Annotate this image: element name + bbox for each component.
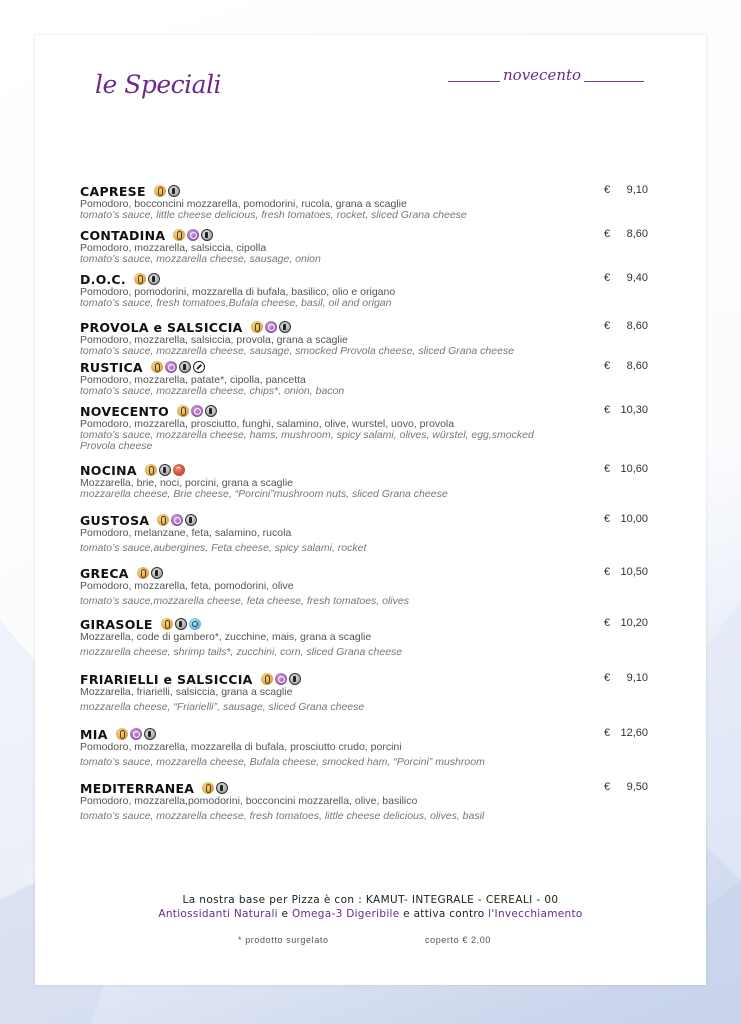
menu-item-header: [80, 512, 620, 528]
gold-coin-icon: [261, 673, 273, 685]
allergen-icons: [173, 229, 213, 241]
allergen-icons: [137, 567, 163, 579]
currency-symbol: €: [604, 360, 611, 372]
menu-item-ingredients: Pomodoro, mozzarella, salsiccia, provola, grana a scaglie: [80, 334, 348, 346]
menu-item: [80, 616, 620, 658]
gray-coin-icon: [144, 728, 156, 740]
gold-coin-icon: [154, 185, 166, 197]
currency-symbol: €: [604, 617, 611, 629]
menu-item-ingredients: Mozzarella, friarielli, salsiccia, grana a scaglie: [80, 686, 293, 698]
menu-item-price: [604, 404, 648, 416]
gray-coin-icon: [175, 618, 187, 630]
menu-item-price: [604, 513, 648, 525]
menu-item-header: [80, 565, 620, 581]
menu-item: [80, 403, 620, 452]
menu-item-english: mozzarella cheese, shrimp tails*, zucchini, corn, sliced Grana cheese: [80, 646, 403, 658]
purple-coin-icon: [265, 321, 277, 333]
menu-item-name: GIRASOLE: [80, 616, 153, 632]
gold-coin-icon: [202, 782, 214, 794]
menu-item-header: [80, 780, 620, 796]
menu-item-header: [80, 319, 620, 335]
price-value: 9,50: [626, 781, 648, 793]
menu-item-name: NOVECENTO: [80, 403, 169, 419]
allergen-icons: [157, 514, 197, 526]
currency-symbol: €: [604, 320, 611, 332]
menu-page: [35, 35, 706, 985]
menu-item-price: [604, 320, 648, 332]
gold-coin-icon: [251, 321, 263, 333]
omega-text: Omega-3 Digeribile: [291, 908, 400, 920]
menu-item-header: [80, 726, 620, 742]
menu-item-name: MEDITERRANEA: [80, 780, 195, 796]
menu-item-ingredients: Pomodoro, mozzarella,pomodorini, bocconcini mozzarella, olive, basilico: [80, 795, 418, 807]
menu-item-price: [604, 360, 648, 372]
currency-symbol: €: [604, 404, 611, 416]
menu-item-price: [604, 617, 648, 629]
gold-coin-icon: [157, 514, 169, 526]
currency-symbol: €: [604, 781, 611, 793]
gray-coin-icon: [185, 514, 197, 526]
menu-item-name: D.O.C.: [80, 271, 126, 287]
menu-item-english: tomato’s sauce, mozzarella cheese, fresh tomatoes, little cheese delicious, olives, basil: [80, 810, 485, 822]
menu-item: [80, 512, 620, 554]
menu-item-ingredients: Pomodoro, mozzarella, patate*, cipolla, pancetta: [80, 374, 306, 386]
allergen-icons: [151, 361, 205, 373]
menu-item-ingredients: Pomodoro, mozzarella, mozzarella di bufala, prosciutto crudo, porcini: [80, 741, 402, 753]
purple-coin-icon: [191, 405, 203, 417]
menu-item-ingredients: Pomodoro, mozzarella, prosciutto, funghi, salamino, olive, wurstel, uovo, provola: [80, 418, 455, 430]
menu-item: [80, 359, 620, 397]
dark-coin-icon: [193, 361, 205, 373]
menu-item-ingredients: Mozzarella, brie, noci, porcini, grana a scaglie: [80, 477, 294, 489]
menu-item-price: [604, 272, 648, 284]
menu-item-name: FRIARIELLI e SALSICCIA: [80, 671, 253, 687]
menu-item-english: tomato’s sauce,mozzarella cheese, feta cheese, fresh tomatoes, olives: [80, 595, 409, 607]
cover-charge: coperto € 2,00: [425, 935, 491, 945]
currency-symbol: €: [604, 566, 611, 578]
currency-symbol: €: [604, 672, 611, 684]
red-coin-icon: [173, 464, 185, 476]
menu-item-name: GRECA: [80, 565, 129, 581]
menu-item-price: [604, 781, 648, 793]
gray-coin-icon: [201, 229, 213, 241]
menu-item-english: tomato’s sauce, mozzarella cheese, chips*, onion, bacon: [80, 385, 345, 397]
menu-item-price: [604, 228, 648, 240]
purple-coin-icon: [171, 514, 183, 526]
menu-item: [80, 726, 620, 768]
gold-coin-icon: [145, 464, 157, 476]
price-value: 9,40: [626, 272, 648, 284]
menu-item-header: [80, 616, 620, 632]
gray-coin-icon: [279, 321, 291, 333]
frozen-note: * prodotto surgelato: [238, 935, 329, 945]
menu-item-name: CAPRESE: [80, 183, 146, 199]
price-value: 10,60: [620, 463, 648, 475]
currency-symbol: €: [604, 463, 611, 475]
menu-item-english: tomato’s sauce, little cheese delicious, fresh tomatoes, rocket, sliced Grana cheese: [80, 209, 467, 221]
menu-item-header: [80, 671, 620, 687]
purple-coin-icon: [130, 728, 142, 740]
currency-symbol: €: [604, 228, 611, 240]
gray-coin-icon: [289, 673, 301, 685]
price-value: 10,30: [620, 404, 648, 416]
gold-coin-icon: [134, 273, 146, 285]
menu-item-name: GUSTOSA: [80, 512, 150, 528]
allergen-icons: [134, 273, 160, 285]
menu-item-english: tomato’s sauce, mozzarella cheese, sausage, onion: [80, 253, 321, 265]
menu-item-english: mozzarella cheese, “Friarielli”, sausage, sliced Grana cheese: [80, 701, 365, 713]
price-value: 8,60: [626, 360, 648, 372]
menu-item-english: mozzarella cheese, Brie cheese, “Porcini”mushroom nuts, sliced Grana cheese: [80, 488, 448, 500]
gray-coin-icon: [148, 273, 160, 285]
section-title: le Speciali: [95, 70, 222, 99]
menu-item-name: MIA: [80, 726, 108, 742]
menu-item: [80, 183, 620, 221]
allergen-icons: [161, 618, 201, 630]
menu-item-ingredients: Pomodoro, mozzarella, feta, pomodorini, olive: [80, 580, 294, 592]
menu-item-price: [604, 184, 648, 196]
price-value: 8,60: [626, 320, 648, 332]
gold-coin-icon: [116, 728, 128, 740]
currency-symbol: €: [604, 727, 611, 739]
menu-item: [80, 227, 620, 265]
menu-item-header: [80, 359, 620, 375]
allergen-icons: [261, 673, 301, 685]
menu-item-ingredients: Pomodoro, mozzarella, salsiccia, cipolla: [80, 242, 267, 254]
and-text: e: [277, 908, 292, 920]
gray-coin-icon: [151, 567, 163, 579]
allergen-icons: [251, 321, 291, 333]
price-value: 9,10: [626, 672, 648, 684]
brand-logo: [448, 66, 644, 96]
price-value: 10,00: [620, 513, 648, 525]
price-value: 8,60: [626, 228, 648, 240]
menu-item-ingredients: Mozzarella, code di gambero*, zucchine, mais, grana a scaglie: [80, 631, 372, 643]
attiva-text: e attiva contro: [399, 908, 489, 920]
gray-coin-icon: [159, 464, 171, 476]
price-value: 10,50: [620, 566, 648, 578]
pizza-base-note: [0, 894, 741, 906]
blue-coin-icon: [189, 618, 201, 630]
menu-item: [80, 462, 620, 500]
antiox-text: Antiossidanti Naturali: [158, 908, 278, 920]
gray-coin-icon: [179, 361, 191, 373]
gold-coin-icon: [151, 361, 163, 373]
menu-item-header: [80, 183, 620, 199]
price-value: 10,20: [620, 617, 648, 629]
base-prefix: La nostra base per Pizza è con: [182, 894, 355, 906]
menu-item: [80, 319, 620, 357]
menu-item: [80, 780, 620, 822]
gray-coin-icon: [205, 405, 217, 417]
allergen-icons: [145, 464, 185, 476]
menu-item: [80, 565, 620, 607]
menu-item-english: tomato’s sauce, fresh tomatoes,Bufala cheese, basil, oil and origan: [80, 297, 392, 309]
allergen-icons: [154, 185, 180, 197]
menu-item-name: NOCINA: [80, 462, 137, 478]
menu-item-price: [604, 727, 648, 739]
gold-coin-icon: [177, 405, 189, 417]
menu-item-ingredients: Pomodoro, pomodorini, mozzarella di bufala, basilico, olio e origano: [80, 286, 396, 298]
menu-item-english: tomato’s sauce, mozzarella cheese, sausage, smocked Provola cheese, sliced Grana cheese: [80, 345, 515, 357]
gold-coin-icon: [173, 229, 185, 241]
purple-coin-icon: [165, 361, 177, 373]
invecchiamento-text: l'Invecchiamento: [488, 908, 583, 920]
menu-item-english: tomato’s sauce, mozzarella cheese, hams, mushroom, spicy salami, olives, würstel, egg,smocked Provola cheese: [80, 429, 534, 452]
menu-item-header: [80, 271, 620, 287]
menu-item: [80, 271, 620, 309]
allergen-icons: [177, 405, 217, 417]
currency-symbol: €: [604, 272, 611, 284]
menu-item: [80, 671, 620, 713]
purple-coin-icon: [275, 673, 287, 685]
purple-coin-icon: [187, 229, 199, 241]
menu-item-price: [604, 672, 648, 684]
menu-item-name: CONTADINA: [80, 227, 166, 243]
price-value: 9,10: [626, 184, 648, 196]
menu-item-header: [80, 403, 620, 419]
menu-item-price: [604, 566, 648, 578]
base-suffix: : KAMUT- INTEGRALE - CEREALI - 00: [354, 894, 559, 906]
price-value: 12,60: [620, 727, 648, 739]
brand-name: novecento: [500, 66, 584, 84]
menu-item-name: PROVOLA e SALSICCIA: [80, 319, 243, 335]
menu-item-name: RUSTICA: [80, 359, 143, 375]
menu-item-english: tomato’s sauce,aubergines, Feta cheese, spicy salami, rocket: [80, 542, 367, 554]
menu-item-ingredients: Pomodoro, melanzane, feta, salamino, rucola: [80, 527, 292, 539]
gray-coin-icon: [216, 782, 228, 794]
gold-coin-icon: [137, 567, 149, 579]
currency-symbol: €: [604, 513, 611, 525]
gold-coin-icon: [161, 618, 173, 630]
menu-item-ingredients: Pomodoro, bocconcini mozzarella, pomodorini, rucola, grana a scaglie: [80, 198, 407, 210]
menu-item-header: [80, 462, 620, 478]
health-note: [0, 908, 741, 920]
allergen-icons: [202, 782, 228, 794]
gray-coin-icon: [168, 185, 180, 197]
menu-item-price: [604, 463, 648, 475]
allergen-icons: [116, 728, 156, 740]
menu-item-header: [80, 227, 620, 243]
currency-symbol: €: [604, 184, 611, 196]
menu-item-english: tomato’s sauce, mozzarella cheese, Bufala cheese, smocked ham, “Porcini” mushroom: [80, 756, 485, 768]
